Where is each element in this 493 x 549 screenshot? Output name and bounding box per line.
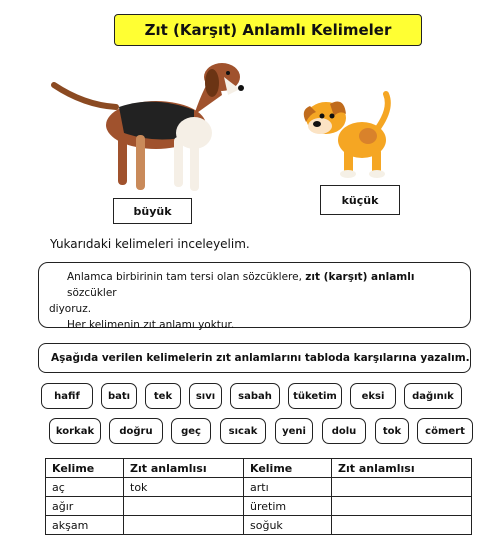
word-chip: tek	[145, 383, 181, 409]
definition-box	[38, 262, 471, 331]
definition-highlight: zıt (karşıt) anlamlı	[305, 271, 415, 283]
worksheet-title: Zıt (Karşıt) Anlamlı Kelimeler	[114, 14, 422, 46]
instruction-box: Aşağıda verilen kelimelerin zıt anlamlarını tabloda karşılarına yazalım.	[38, 343, 471, 373]
word-chip: cömert	[417, 418, 473, 444]
header-word: Kelime	[244, 459, 332, 478]
cell-word: üretim	[244, 497, 332, 516]
cell-word: aç	[46, 478, 124, 497]
cell-answer[interactable]	[332, 478, 472, 497]
big-dog-image	[44, 55, 249, 195]
table-row	[46, 497, 472, 516]
table-header-row	[46, 459, 472, 478]
word-chip: batı	[101, 383, 137, 409]
definition-text-after: sözcükler	[67, 287, 117, 299]
header-antonym: Zıt anlamlısı	[124, 459, 244, 478]
cell-word: soğuk	[244, 516, 332, 535]
word-chip: dağınık	[404, 383, 462, 409]
definition-text-before: Anlamca birbirinin tam tersi olan sözcüklere,	[67, 271, 302, 283]
word-chip: sıvı	[189, 383, 222, 409]
word-chip: hafif	[41, 383, 93, 409]
cell-answer[interactable]	[124, 497, 244, 516]
word-chip: tok	[375, 418, 409, 444]
header-antonym: Zıt anlamlısı	[332, 459, 472, 478]
definition-line-3: Her kelimenin zıt anlamı yoktur.	[67, 319, 235, 331]
word-chip: tüketim	[288, 383, 342, 409]
antonym-table	[45, 458, 472, 535]
table-row	[46, 516, 472, 535]
label-big: büyük	[113, 198, 192, 224]
word-chip: sıcak	[220, 418, 266, 444]
cell-word: artı	[244, 478, 332, 497]
definition-line-2: diyoruz.	[49, 303, 92, 315]
word-chip: doğru	[109, 418, 163, 444]
word-chip: yeni	[275, 418, 313, 444]
word-chip: dolu	[322, 418, 366, 444]
word-chip: geç	[171, 418, 211, 444]
word-chip: sabah	[230, 383, 280, 409]
cell-answer[interactable]	[124, 516, 244, 535]
label-small: küçük	[320, 185, 400, 215]
cell-answer[interactable]: tok	[124, 478, 244, 497]
definition-line-1	[49, 269, 460, 301]
table-row	[46, 478, 472, 497]
header-word: Kelime	[46, 459, 124, 478]
cell-word: akşam	[46, 516, 124, 535]
cell-word: ağır	[46, 497, 124, 516]
cell-answer[interactable]	[332, 516, 472, 535]
cell-answer[interactable]	[332, 497, 472, 516]
intro-text: Yukarıdaki kelimeleri inceleyelim.	[50, 237, 250, 251]
word-chip: eksi	[350, 383, 396, 409]
small-dog-image	[300, 88, 400, 180]
word-chip: korkak	[49, 418, 101, 444]
